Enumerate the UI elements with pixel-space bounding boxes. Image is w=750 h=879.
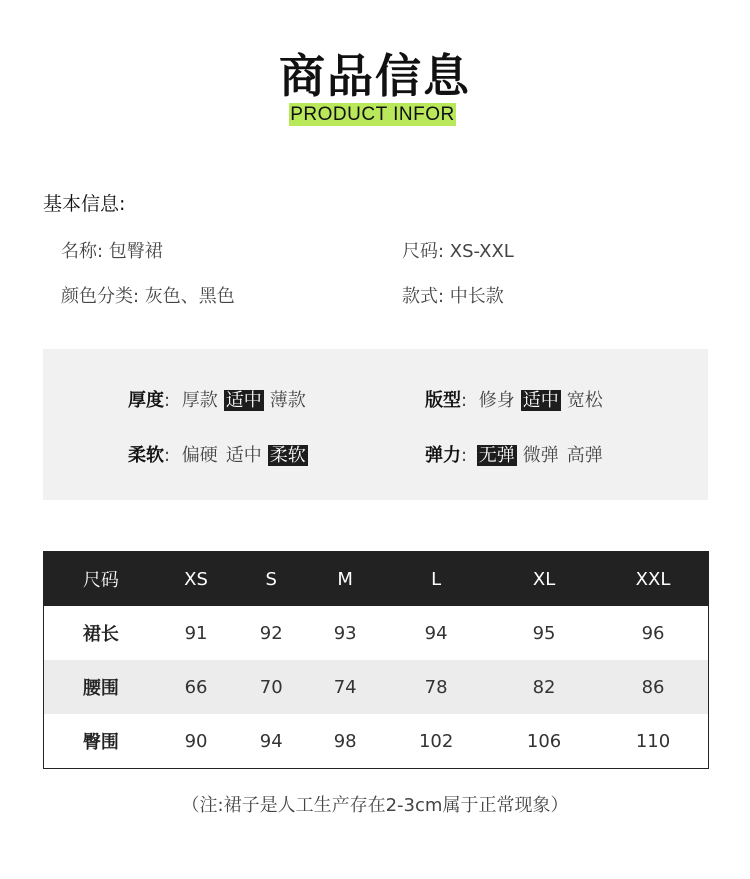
size-value-cell: 95 (532, 622, 556, 644)
table-row (44, 660, 709, 714)
attr-option: 薄款 (269, 390, 306, 411)
attr-option-selected: 无弹 (478, 445, 515, 466)
size-table (43, 551, 709, 769)
size-value-cell: 66 (158, 660, 234, 714)
attr-elasticity: 弹力: 无弹 微弹 高弹 (425, 445, 603, 466)
basic-info-title: 基本信息: (43, 193, 126, 215)
size-header-cell: XXL (598, 552, 708, 607)
page-title: 商品信息 (279, 49, 471, 103)
size-header-cell: L (382, 552, 490, 607)
attr-option-selected: 柔软 (269, 445, 306, 466)
size-value-cell: 94 (424, 622, 448, 644)
attr-label: 厚度 (128, 390, 164, 411)
size-value-cell: 86 (598, 660, 708, 714)
attr-thickness: 厚度: 厚款 适中 薄款 (128, 390, 306, 411)
table-row (44, 606, 709, 660)
footnote: （注:裙子是人工生产存在2-3cm属于正常现象） (181, 795, 569, 816)
info-color: 颜色分类: 灰色、黑色 (61, 286, 235, 307)
size-value-cell: 90 (184, 730, 208, 752)
size-value-cell: 70 (234, 660, 308, 714)
row-label: 腰围 (44, 660, 158, 714)
attr-option: 修身 (478, 390, 515, 411)
attr-option-selected: 适中 (522, 390, 559, 411)
attr-option: 高弹 (566, 445, 603, 466)
attr-option: 偏硬 (181, 445, 218, 466)
attr-label: 版型 (425, 390, 461, 411)
size-header-cell: 尺码 (44, 552, 158, 607)
info-size: 尺码: XS-XXL (402, 241, 514, 262)
size-value-cell: 102 (418, 730, 454, 752)
row-label: 裙长 (82, 624, 119, 645)
attr-label: 弹力 (425, 445, 461, 466)
size-value-cell: 94 (259, 730, 283, 752)
row-label: 臀围 (82, 732, 119, 753)
attr-fit: 版型: 修身 适中 宽松 (425, 390, 603, 411)
size-value-cell: 110 (635, 730, 671, 752)
size-value-cell: 78 (382, 660, 490, 714)
table-row (44, 714, 709, 769)
attr-option-selected: 适中 (225, 390, 262, 411)
size-header-cell: XS (158, 552, 234, 607)
info-style: 款式: 中长款 (402, 286, 504, 307)
size-value-cell: 106 (526, 730, 562, 752)
size-header-cell: M (308, 552, 382, 607)
size-value-cell: 74 (308, 660, 382, 714)
attr-option: 微弹 (522, 445, 559, 466)
attr-softness: 柔软: 偏硬 适中 柔软 (128, 445, 306, 466)
size-value-cell: 93 (333, 622, 357, 644)
size-header-cell: XL (490, 552, 598, 607)
size-value-cell: 82 (490, 660, 598, 714)
attr-label: 柔软 (128, 445, 164, 466)
size-value-cell: 98 (333, 730, 357, 752)
info-name: 名称: 包臀裙 (61, 241, 163, 262)
size-value-cell: 96 (641, 622, 665, 644)
attr-option: 宽松 (566, 390, 603, 411)
attr-option: 适中 (225, 445, 262, 466)
size-value-cell: 91 (184, 622, 208, 644)
attr-option: 厚款 (181, 390, 218, 411)
size-value-cell: 92 (259, 622, 283, 644)
attribute-panel (43, 349, 708, 500)
size-header-cell: S (234, 552, 308, 607)
page-subtitle: PRODUCT INFOR (290, 104, 455, 125)
size-table-header (44, 552, 709, 607)
